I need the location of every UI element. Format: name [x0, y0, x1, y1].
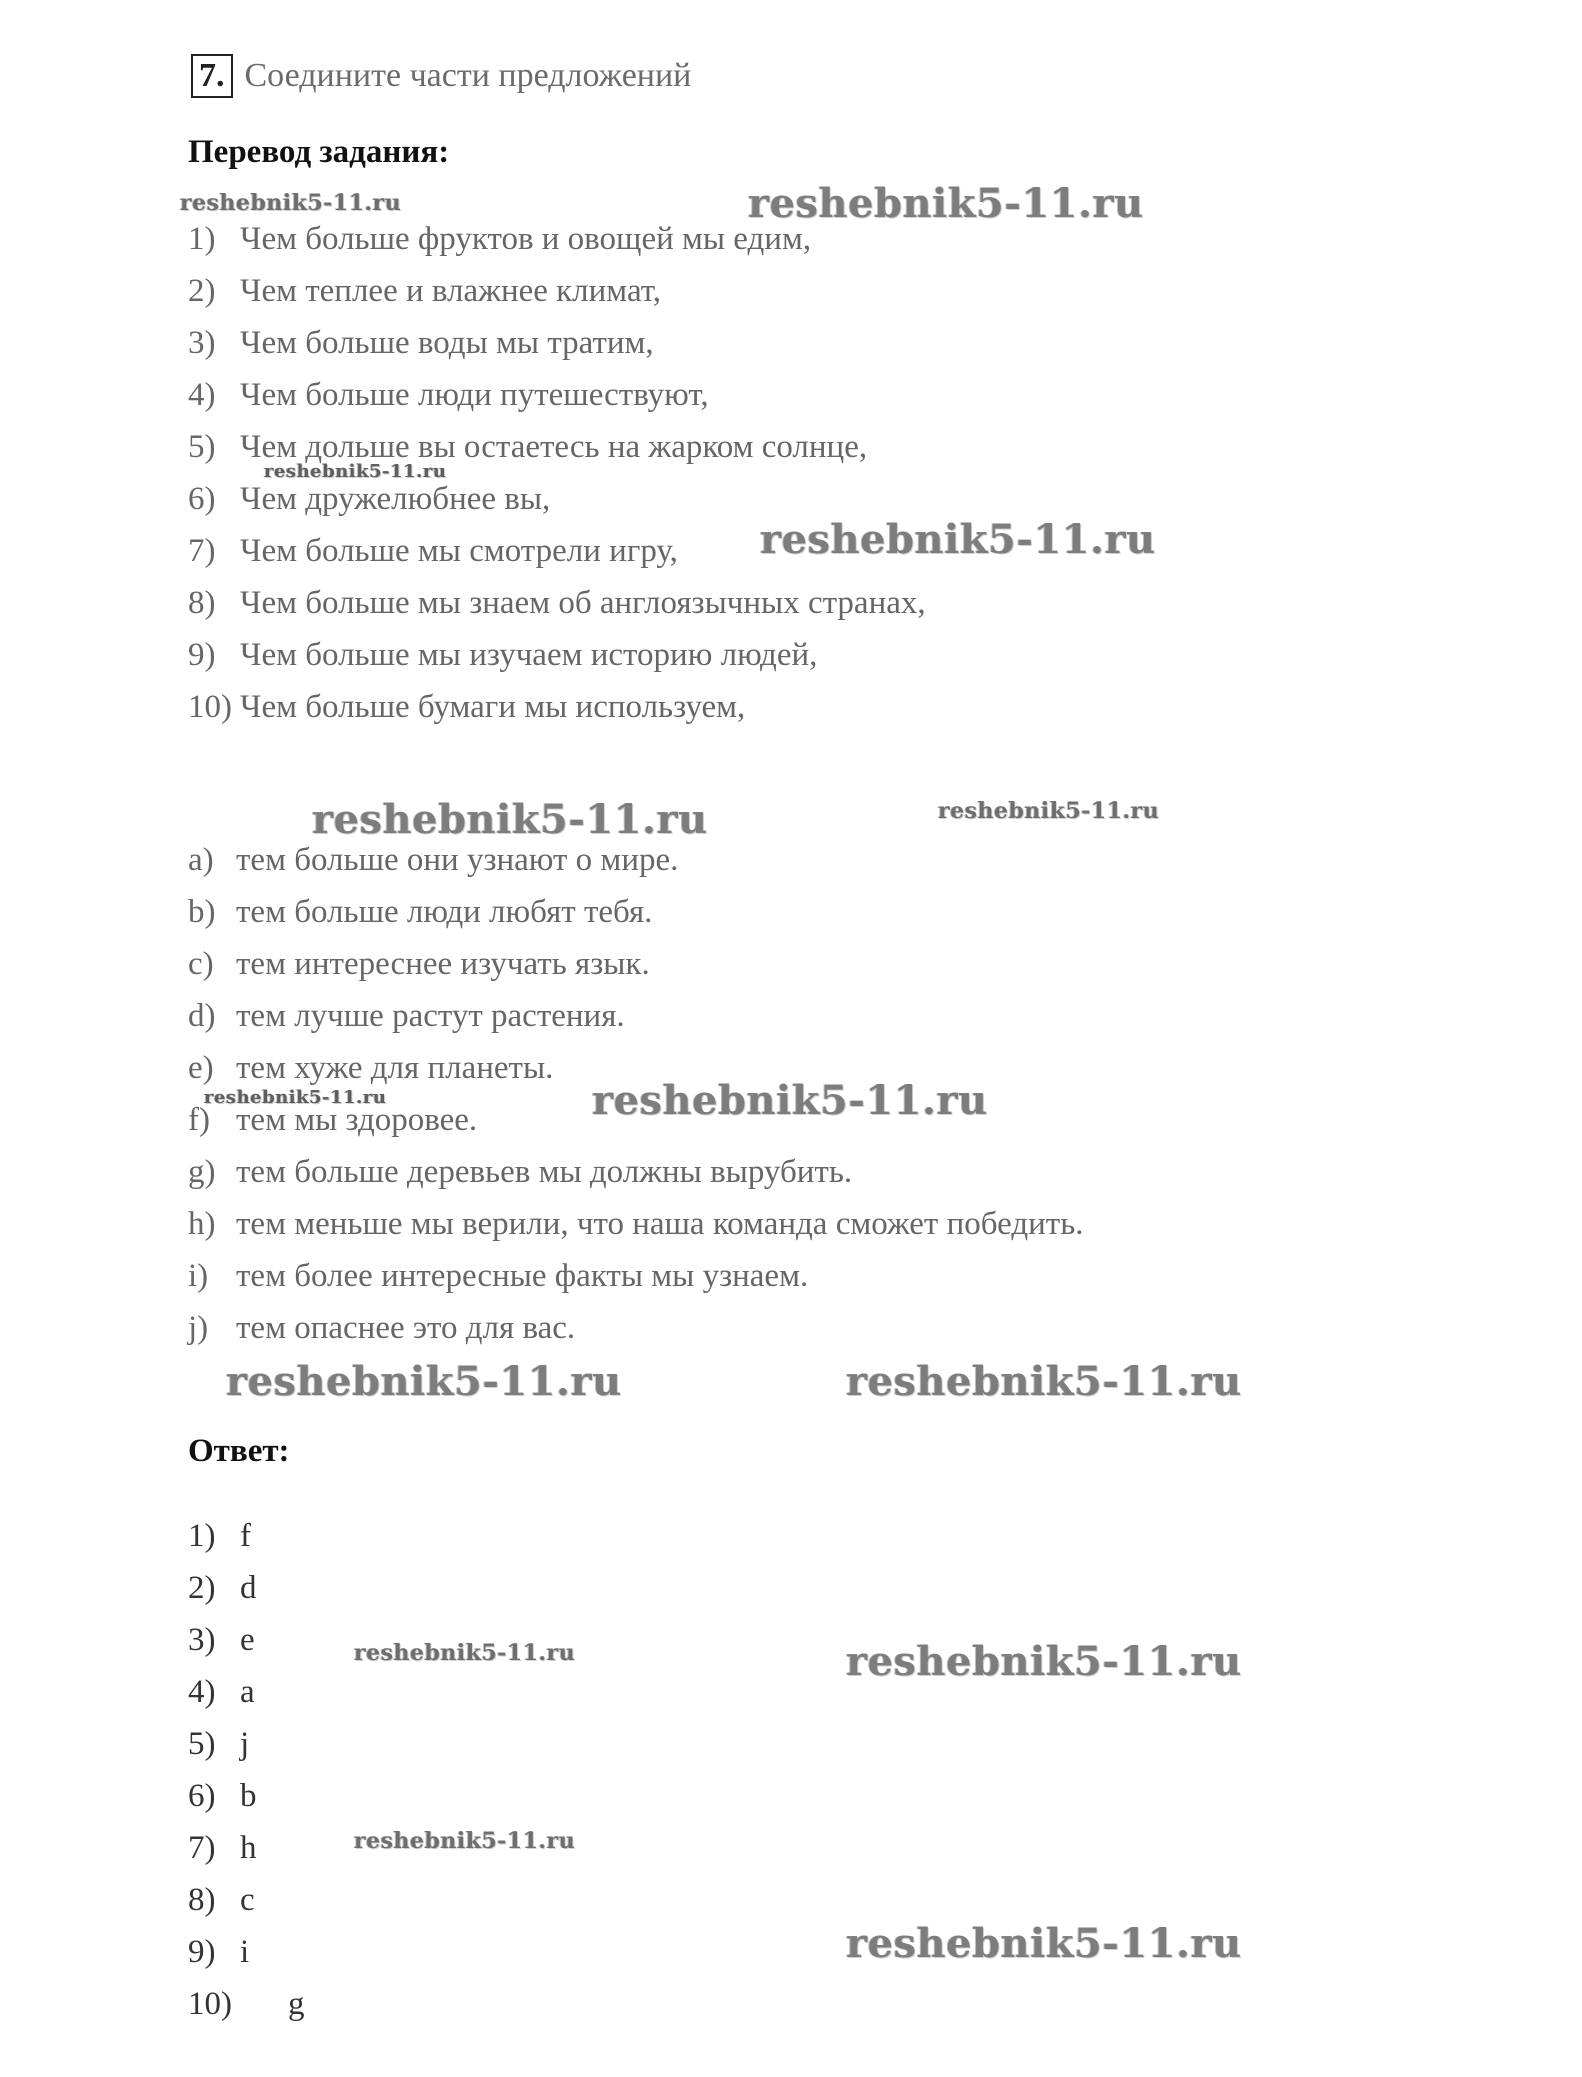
list-item: c) тем интереснее изучать язык.: [188, 946, 650, 982]
list-item: b) тем больше люди любят тебя.: [188, 894, 653, 930]
list-item: e) тем хуже для планеты.: [188, 1050, 554, 1086]
watermark: reshebnik5-11.ru: [846, 1358, 1242, 1405]
answers-list: [188, 1510, 305, 2030]
list-item: d) тем лучше растут растения.: [188, 998, 625, 1034]
list-item: 6) b: [188, 1778, 257, 1814]
list-item: 1) Чем больше фруктов и овощей мы едим,: [188, 221, 812, 257]
task-number: 7.: [191, 54, 233, 98]
list-item: 5) Чем дольше вы остаетесь на жарком солнце,: [188, 429, 868, 465]
answer-heading: Ответ:: [188, 1433, 290, 1469]
list-item: 10) g: [188, 1986, 305, 2022]
task-title: Соедините части предложений: [244, 57, 692, 94]
watermark: reshebnik5-11.ru: [264, 461, 447, 482]
watermark: reshebnik5-11.ru: [180, 190, 402, 216]
list-item: 7) Чем больше мы смотрели игру,: [188, 533, 678, 569]
list-item: 4) a: [188, 1674, 255, 1710]
task-header: [191, 54, 691, 98]
watermark: reshebnik5-11.ru: [760, 516, 1156, 563]
list-item: 3) e: [188, 1622, 255, 1658]
watermark: reshebnik5-11.ru: [938, 798, 1160, 824]
list-item: 2) d: [188, 1570, 257, 1606]
list-item: 3) Чем больше воды мы тратим,: [188, 325, 654, 361]
list-item: 1) f: [188, 1518, 251, 1554]
translation-heading: Перевод задания:: [188, 134, 450, 170]
list-item: 9) Чем больше мы изучаем историю людей,: [188, 637, 818, 673]
watermark: reshebnik5-11.ru: [354, 1640, 576, 1666]
watermark: reshebnik5-11.ru: [846, 1638, 1242, 1685]
watermark: reshebnik5-11.ru: [226, 1358, 622, 1405]
watermark: reshebnik5-11.ru: [204, 1087, 387, 1108]
list-item: h) тем меньше мы верили, что наша команда сможет победить.: [188, 1206, 1084, 1242]
list-item: 6) Чем дружелюбнее вы,: [188, 481, 551, 517]
list-item: a) тем больше они узнают о мире.: [188, 842, 679, 878]
watermark: reshebnik5-11.ru: [846, 1920, 1242, 1967]
list-item: i) тем более интересные факты мы узнаем.: [188, 1258, 809, 1294]
list-item: 8) c: [188, 1882, 255, 1918]
list-item: j) тем опаснее это для вас.: [188, 1310, 576, 1346]
list-item: 8) Чем больше мы знаем об англоязычных странах,: [188, 585, 926, 621]
watermark: reshebnik5-11.ru: [748, 180, 1144, 227]
list-item: 10) Чем больше бумаги мы используем,: [188, 689, 746, 725]
list-item: 4) Чем больше люди путешествуют,: [188, 377, 709, 413]
watermark: reshebnik5-11.ru: [312, 796, 708, 843]
watermark: reshebnik5-11.ru: [592, 1077, 988, 1124]
list-item: f) тем мы здоровее.: [188, 1102, 478, 1138]
list-item: 7) h: [188, 1830, 257, 1866]
watermark: reshebnik5-11.ru: [354, 1828, 576, 1854]
list-item: 9) i: [188, 1934, 250, 1970]
list-item: g) тем больше деревьев мы должны вырубить.: [188, 1154, 853, 1190]
list-item: 5) j: [188, 1726, 250, 1762]
list-item: 2) Чем теплее и влажнее климат,: [188, 273, 661, 309]
